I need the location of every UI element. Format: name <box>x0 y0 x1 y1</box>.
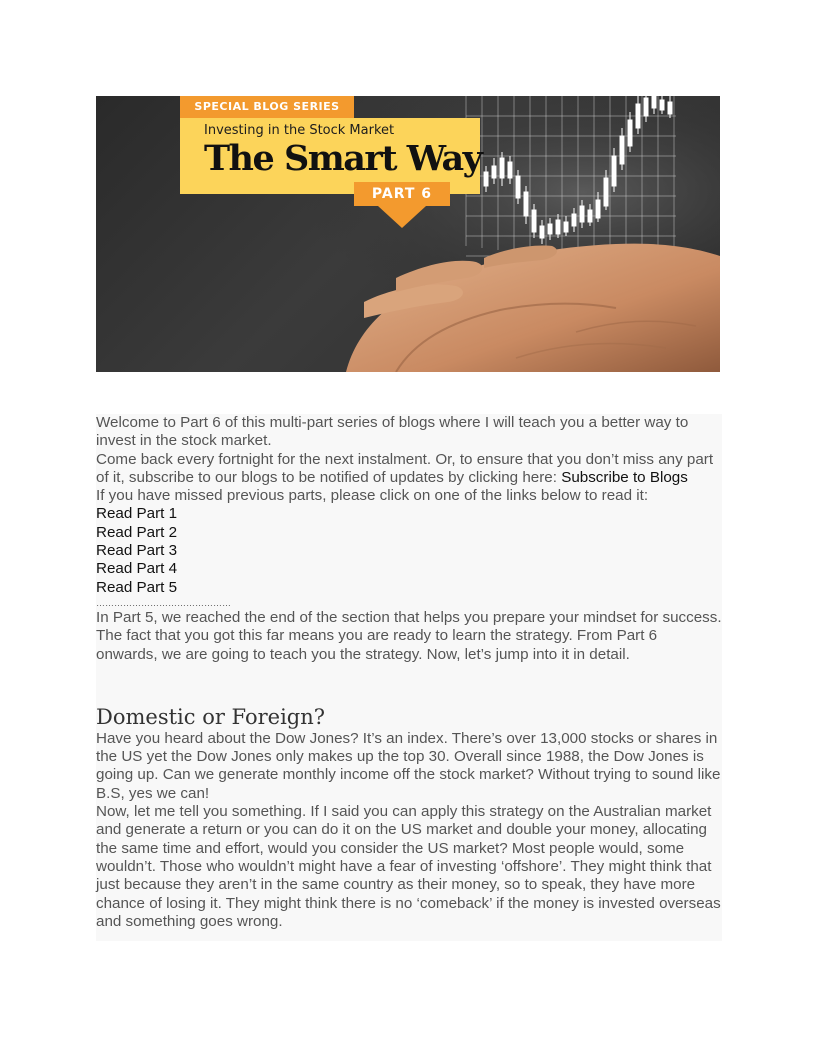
read-part-2-link[interactable]: Read Part 2 <box>96 523 178 541</box>
part5-recap-paragraph: In Part 5, we reached the end of the section that helps you prepare your mindset for success. The fact that you got this far means you are ready to learn the strategy. From Part 6 onwards, we are going to teach you the strategy. Now, let’s jump into it in detail. <box>96 608 722 663</box>
read-part-1-link[interactable]: Read Part 1 <box>96 505 178 523</box>
dotted-divider: ……………………………………… <box>96 597 231 608</box>
read-part-5-link[interactable]: Read Part 5 <box>96 578 178 596</box>
banner-title: The Smart Way <box>204 138 482 179</box>
banner-subtitle: Investing in the Stock Market <box>204 123 395 138</box>
article-body <box>96 414 722 941</box>
intro-paragraph: Welcome to Part 6 of this multi-part series of blogs where I will teach you a better way to invest in the stock market. <box>96 414 689 450</box>
part-tag: PART 6 <box>354 182 450 206</box>
hero-banner <box>96 96 720 372</box>
dow-jones-paragraph: Have you heard about the Dow Jones? It’s an index. There’s over 13,000 stocks or shares in the US yet the Dow Jones only makes up the top 30. Overall since 1988, the Dow Jones is going up. Can we generate monthly income off the stock market? Without trying to sound like B.S, yes we can! <box>96 729 721 802</box>
series-tag: SPECIAL BLOG SERIES <box>180 96 354 118</box>
part-links <box>96 505 722 596</box>
read-part-4-link[interactable]: Read Part 4 <box>96 560 178 578</box>
spacer <box>96 664 722 704</box>
part-arrow-shape <box>378 206 426 228</box>
read-part-3-link[interactable]: Read Part 3 <box>96 542 178 560</box>
subscribe-link[interactable]: Subscribe to Blogs <box>561 468 688 486</box>
us-market-paragraph: Now, let me tell you something. If I said you can apply this strategy on the Australian market and generate a return or you can do it on the US market and double your money, allocating the same time and effort, would you consider the US market? Most people would, some wouldn’t. Those who wouldn’t might have a fear of investing ‘offshore’. They might think that just because they aren’t in the same country as their money, so to speak, they have more chance of losing it. They might think there is no ‘comeback’ if the money is invested overseas and something goes wrong. <box>96 803 721 930</box>
section-heading: Domestic or Foreign? <box>96 704 326 729</box>
subscribe-paragraph <box>96 451 722 488</box>
previous-parts-paragraph: If you have missed previous parts, please click on one of the links below to read it: <box>96 487 649 505</box>
subscribe-text: Come back every fortnight for the next instalment. Or, to ensure that you don’t miss any part of it, subscribe to our blogs to be notified of updates by clicking here: <box>96 450 714 486</box>
